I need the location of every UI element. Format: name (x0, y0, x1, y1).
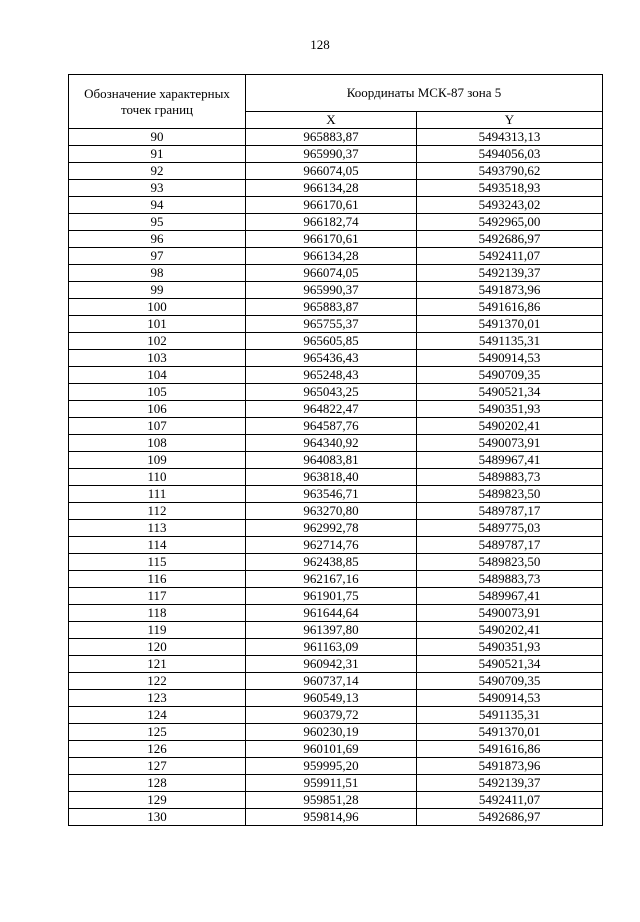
y-coordinate-cell: 5491616,86 (417, 741, 603, 758)
point-number-cell: 105 (69, 384, 246, 401)
y-coordinate-cell: 5489967,41 (417, 588, 603, 605)
y-coordinate-cell: 5489787,17 (417, 537, 603, 554)
y-coordinate-cell: 5489883,73 (417, 469, 603, 486)
point-number-cell: 112 (69, 503, 246, 520)
point-number-cell: 111 (69, 486, 246, 503)
point-number-cell: 107 (69, 418, 246, 435)
table-row (69, 146, 603, 163)
y-coordinate-cell: 5490202,41 (417, 418, 603, 435)
point-number-cell: 121 (69, 656, 246, 673)
y-coordinate-cell: 5493243,02 (417, 197, 603, 214)
table-row (69, 384, 603, 401)
y-coordinate-cell: 5490914,53 (417, 350, 603, 367)
point-number-cell: 114 (69, 537, 246, 554)
x-coordinate-cell: 965755,37 (246, 316, 417, 333)
table-row (69, 316, 603, 333)
x-coordinate-cell: 962167,16 (246, 571, 417, 588)
coordinates-header: Координаты МСК-87 зона 5 (246, 75, 603, 112)
y-coordinate-cell: 5490073,91 (417, 435, 603, 452)
y-coordinate-cell: 5492411,07 (417, 792, 603, 809)
x-coordinate-cell: 961397,80 (246, 622, 417, 639)
x-coordinate-cell: 966134,28 (246, 180, 417, 197)
table-row (69, 214, 603, 231)
x-coordinate-cell: 965883,87 (246, 299, 417, 316)
point-number-cell: 125 (69, 724, 246, 741)
point-number-cell: 129 (69, 792, 246, 809)
table-row (69, 452, 603, 469)
y-coordinate-cell: 5491370,01 (417, 316, 603, 333)
x-coordinate-cell: 965883,87 (246, 129, 417, 146)
table-row (69, 571, 603, 588)
point-number-cell: 109 (69, 452, 246, 469)
y-coordinate-cell: 5490914,53 (417, 690, 603, 707)
point-number-cell: 116 (69, 571, 246, 588)
point-number-cell: 93 (69, 180, 246, 197)
x-coordinate-cell: 966170,61 (246, 231, 417, 248)
point-number-cell: 115 (69, 554, 246, 571)
point-number-cell: 124 (69, 707, 246, 724)
table-row (69, 129, 603, 146)
x-coordinate-cell: 959814,96 (246, 809, 417, 826)
table-row (69, 265, 603, 282)
y-coordinate-cell: 5489967,41 (417, 452, 603, 469)
x-coordinate-cell: 960549,13 (246, 690, 417, 707)
x-coordinate-cell: 960379,72 (246, 707, 417, 724)
y-coordinate-cell: 5491873,96 (417, 282, 603, 299)
point-number-cell: 117 (69, 588, 246, 605)
y-coordinate-cell: 5489883,73 (417, 571, 603, 588)
point-number-cell: 92 (69, 163, 246, 180)
y-coordinate-cell: 5493790,62 (417, 163, 603, 180)
x-coordinate-cell: 964340,92 (246, 435, 417, 452)
x-coordinate-cell: 961644,64 (246, 605, 417, 622)
x-coordinate-cell: 965605,85 (246, 333, 417, 350)
y-coordinate-cell: 5494056,03 (417, 146, 603, 163)
point-number-cell: 128 (69, 775, 246, 792)
point-number-cell: 122 (69, 673, 246, 690)
point-number-cell: 127 (69, 758, 246, 775)
table-row (69, 775, 603, 792)
table-row (69, 503, 603, 520)
table-row (69, 690, 603, 707)
table-row (69, 758, 603, 775)
x-coordinate-cell: 965990,37 (246, 146, 417, 163)
x-coordinate-cell: 966182,74 (246, 214, 417, 231)
y-coordinate-cell: 5491873,96 (417, 758, 603, 775)
x-coordinate-cell: 960230,19 (246, 724, 417, 741)
y-coordinate-cell: 5489775,03 (417, 520, 603, 537)
x-coordinate-cell: 962714,76 (246, 537, 417, 554)
y-coordinate-cell: 5490073,91 (417, 605, 603, 622)
point-number-cell: 118 (69, 605, 246, 622)
x-coordinate-cell: 961901,75 (246, 588, 417, 605)
x-coordinate-cell: 966134,28 (246, 248, 417, 265)
table-row (69, 282, 603, 299)
y-coordinate-cell: 5490202,41 (417, 622, 603, 639)
x-coordinate-cell: 963270,80 (246, 503, 417, 520)
y-column-header: Y (417, 111, 603, 128)
point-number-cell: 108 (69, 435, 246, 452)
x-column-header: X (246, 111, 417, 128)
x-coordinate-cell: 966074,05 (246, 265, 417, 282)
x-coordinate-cell: 963818,40 (246, 469, 417, 486)
x-coordinate-cell: 960737,14 (246, 673, 417, 690)
x-coordinate-cell: 964083,81 (246, 452, 417, 469)
table-row (69, 469, 603, 486)
point-number-cell: 103 (69, 350, 246, 367)
y-coordinate-cell: 5492686,97 (417, 231, 603, 248)
point-number-cell: 102 (69, 333, 246, 350)
table-row (69, 673, 603, 690)
y-coordinate-cell: 5489823,50 (417, 554, 603, 571)
coordinates-table (68, 74, 603, 826)
point-number-cell: 106 (69, 401, 246, 418)
point-number-cell: 94 (69, 197, 246, 214)
x-coordinate-cell: 965990,37 (246, 282, 417, 299)
y-coordinate-cell: 5491616,86 (417, 299, 603, 316)
y-coordinate-cell: 5490351,93 (417, 639, 603, 656)
y-coordinate-cell: 5489823,50 (417, 486, 603, 503)
point-number-cell: 101 (69, 316, 246, 333)
table-row (69, 741, 603, 758)
table-row (69, 554, 603, 571)
table-row (69, 435, 603, 452)
point-number-cell: 126 (69, 741, 246, 758)
point-number-cell: 90 (69, 129, 246, 146)
point-number-cell: 110 (69, 469, 246, 486)
table-row (69, 350, 603, 367)
y-coordinate-cell: 5490351,93 (417, 401, 603, 418)
table-row (69, 707, 603, 724)
table-row (69, 656, 603, 673)
point-number-cell: 98 (69, 265, 246, 282)
table-row (69, 299, 603, 316)
y-coordinate-cell: 5491135,31 (417, 707, 603, 724)
point-number-cell: 104 (69, 367, 246, 384)
table-row (69, 401, 603, 418)
table-body (69, 129, 603, 826)
x-coordinate-cell: 965436,43 (246, 350, 417, 367)
y-coordinate-cell: 5492139,37 (417, 265, 603, 282)
x-coordinate-cell: 965248,43 (246, 367, 417, 384)
table-row (69, 605, 603, 622)
page-number: 128 (310, 37, 330, 52)
x-coordinate-cell: 959851,28 (246, 792, 417, 809)
y-coordinate-cell: 5490709,35 (417, 367, 603, 384)
y-coordinate-cell: 5490521,34 (417, 656, 603, 673)
table-row (69, 639, 603, 656)
table-row (69, 520, 603, 537)
table-row (69, 367, 603, 384)
y-coordinate-cell: 5489787,17 (417, 503, 603, 520)
point-number-cell: 100 (69, 299, 246, 316)
x-coordinate-cell: 962992,78 (246, 520, 417, 537)
table-row (69, 486, 603, 503)
y-coordinate-cell: 5492965,00 (417, 214, 603, 231)
x-coordinate-cell: 959995,20 (246, 758, 417, 775)
y-coordinate-cell: 5491370,01 (417, 724, 603, 741)
point-number-cell: 113 (69, 520, 246, 537)
table-row (69, 588, 603, 605)
x-coordinate-cell: 960942,31 (246, 656, 417, 673)
table-row (69, 792, 603, 809)
point-number-cell: 130 (69, 809, 246, 826)
table-row (69, 231, 603, 248)
point-number-cell: 97 (69, 248, 246, 265)
table-row (69, 418, 603, 435)
point-designation-header: Обозначение характерных точек границ (69, 75, 246, 129)
point-number-cell: 120 (69, 639, 246, 656)
table-row (69, 180, 603, 197)
point-number-cell: 95 (69, 214, 246, 231)
y-coordinate-cell: 5492139,37 (417, 775, 603, 792)
y-coordinate-cell: 5490521,34 (417, 384, 603, 401)
x-coordinate-cell: 965043,25 (246, 384, 417, 401)
table-row (69, 809, 603, 826)
x-coordinate-cell: 959911,51 (246, 775, 417, 792)
point-number-cell: 99 (69, 282, 246, 299)
table-row (69, 197, 603, 214)
table-row (69, 333, 603, 350)
table-row (69, 248, 603, 265)
point-number-cell: 123 (69, 690, 246, 707)
y-coordinate-cell: 5492686,97 (417, 809, 603, 826)
point-number-cell: 91 (69, 146, 246, 163)
point-number-cell: 96 (69, 231, 246, 248)
table-row (69, 622, 603, 639)
x-coordinate-cell: 964822,47 (246, 401, 417, 418)
x-coordinate-cell: 966074,05 (246, 163, 417, 180)
table-row (69, 537, 603, 554)
x-coordinate-cell: 961163,09 (246, 639, 417, 656)
y-coordinate-cell: 5494313,13 (417, 129, 603, 146)
x-coordinate-cell: 966170,61 (246, 197, 417, 214)
table-row (69, 163, 603, 180)
y-coordinate-cell: 5491135,31 (417, 333, 603, 350)
x-coordinate-cell: 963546,71 (246, 486, 417, 503)
point-number-cell: 119 (69, 622, 246, 639)
y-coordinate-cell: 5493518,93 (417, 180, 603, 197)
x-coordinate-cell: 964587,76 (246, 418, 417, 435)
y-coordinate-cell: 5492411,07 (417, 248, 603, 265)
x-coordinate-cell: 960101,69 (246, 741, 417, 758)
y-coordinate-cell: 5490709,35 (417, 673, 603, 690)
table-row (69, 724, 603, 741)
x-coordinate-cell: 962438,85 (246, 554, 417, 571)
